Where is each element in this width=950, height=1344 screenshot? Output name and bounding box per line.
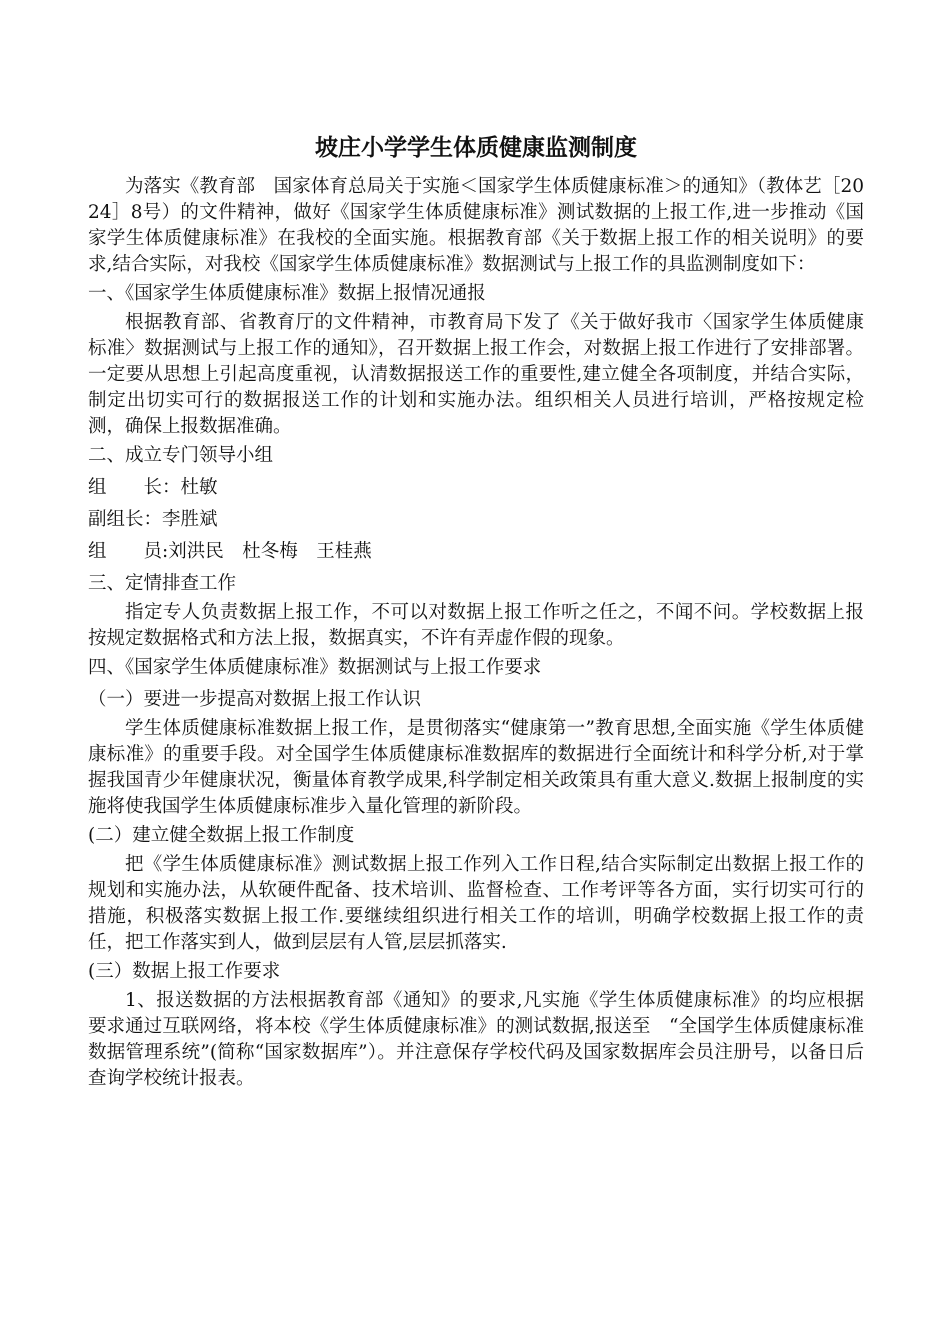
subsection-1-paragraph: 学生体质健康标准数据上报工作，是贯彻落实“健康第一”教育思想,全面实施《学生体质健康标准》的重要手段。对全国学生体质健康标准数据库的数据进行全面统计和科学分析,对于掌握我国青少年健康状况，衡量体育教学成果,科学制定相关政策具有重大意义.数据上报制度的实施将使我国学生体质健康标准步入量化管理的新阶段。 [88,718,864,817]
intro-paragraph: 为落实《教育部 国家体育总局关于实施＜国家学生体质健康标准＞的通知》（教体艺［2024］8号）的文件精神，做好《国家学生体质健康标准》测试数据的上报工作,进一步推动《国家学生体质健康标准》在我校的全面实施。根据教育部《关于数据上报工作的相关说明》的要求,结合实际，对我校《国家学生体质健康标准》数据测试与上报工作的具监测制度如下： [88,176,864,275]
leader-name: 杜敏 [180,477,218,498]
section-3-heading: 三、定情排查工作 [88,573,237,594]
section-1-heading: 一、《国家学生体质健康标准》数据上报情况通报 [88,283,486,304]
deputy-leader-line [88,504,864,536]
subsection-1-heading: （一）要进一步提高对数据上报工作认识 [88,689,422,710]
section-4-heading: 四、《国家学生体质健康标准》数据测试与上报工作要求 [88,657,542,678]
leader-line [88,472,864,504]
subsection-3-paragraph: 1、报送数据的方法根据教育部《通知》的要求,凡实施《学生体质健康标准》的均应根据要求通过互联网络，将本校《学生体质健康标准》的测试数据,报送至 “全国学生体质健康标准数据管理系统”(简称“国家数据库”）。并注意保存学校代码及国家数据库会员注册号，以备日后查询学校统计报表。 [88,990,864,1089]
document-page [88,130,864,1092]
leader-role: 组 长： [88,477,181,498]
subsection-2-paragraph: 把《学生体质健康标准》测试数据上报工作列入工作日程,结合实际制定出数据上报工作的规划和实施办法，从软硬件配备、技术培训、监督检查、工作考评等各方面，实行切实可行的措施，积极落实数据上报工作.要继续组织进行相关工作的培训，明确学校数据上报工作的责任，把工作落实到人，做到层层有人管,层层抓落实. [88,854,864,953]
members-names: 刘洪民 杜冬梅 王桂燕 [168,541,372,562]
document-title: 坡庄小学学生体质健康监测制度 [315,135,637,161]
deputy-leader-name: 李胜斌 [162,509,218,530]
members-line [88,536,864,568]
section-1-paragraph: 根据教育部、省教育厅的文件精神，市教育局下发了《关于做好我市〈国家学生体质健康标准〉数据测试与上报工作的通知》，召开数据上报工作会，对数据上报工作进行了安排部署。一定要从思想上引起高度重视，认清数据报送工作的重要性,建立健全各项制度，并结合实际，制定出切实可行的数据报送工作的计划和实施办法。组织相关人员进行培训，严格按规定检测，确保上报数据准确。 [88,312,864,437]
section-3-paragraph: 指定专人负责数据上报工作，不可以对数据上报工作听之任之，不闻不问。学校数据上报按规定数据格式和方法上报，数据真实，不许有弄虚作假的现象。 [88,602,864,649]
members-role: 组 员: [88,541,169,562]
subsection-2-heading: (二）建立健全数据上报工作制度 [88,825,355,846]
deputy-leader-role: 副组长： [88,509,163,530]
subsection-3-heading: (三）数据上报工作要求 [88,961,281,982]
section-2-heading: 二、成立专门领导小组 [88,445,274,466]
